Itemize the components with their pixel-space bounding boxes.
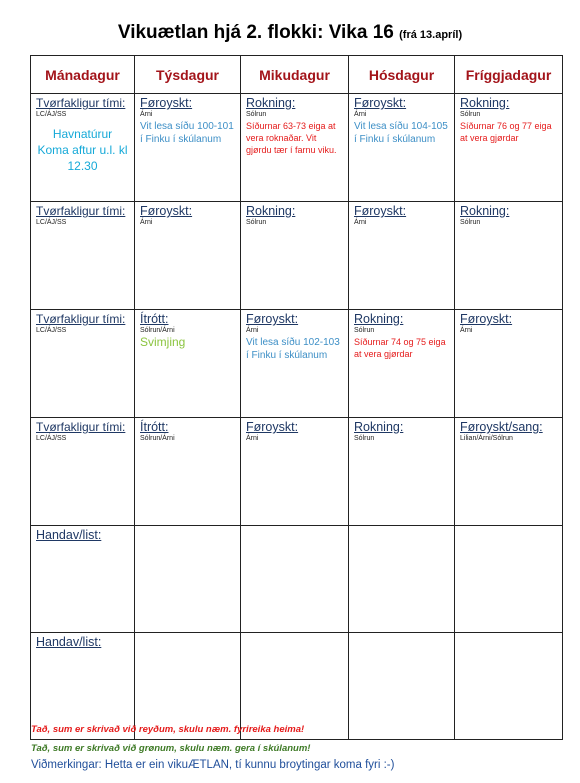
teacher-label: Árni	[246, 435, 259, 442]
subject-label: Føroyskt:	[460, 312, 513, 326]
cell-mon	[31, 94, 135, 202]
subject-label: Rokning:	[354, 420, 404, 434]
schedule-row	[31, 202, 563, 310]
subject-label: Føroyskt:	[140, 204, 193, 218]
teacher-label: Árni	[354, 219, 367, 226]
subject-label: Tvørfakligur tími:	[36, 312, 126, 326]
cell-wed	[241, 310, 349, 418]
teacher-label: Árni	[354, 111, 367, 118]
teacher-label: Sólrun	[460, 219, 481, 226]
cell-wed	[241, 418, 349, 526]
day-header-thu: Hósdagur	[349, 56, 455, 94]
cell-tue	[135, 526, 241, 633]
cell-thu	[349, 526, 455, 633]
cell-note: Síðurnar 76 og 77 eiga at vera gjørdar	[460, 121, 552, 144]
teacher-label: LC/ÁJ/SS	[36, 327, 67, 334]
teacher-label: Sólrun/Árni	[140, 327, 175, 334]
day-header-wed: Mikudagur	[241, 56, 349, 94]
subject-label: Føroyskt:	[354, 204, 407, 218]
cell-thu	[349, 94, 455, 202]
teacher-label: Árni	[140, 111, 153, 118]
cell-wed	[241, 94, 349, 202]
subject-label: Rokning:	[246, 96, 296, 110]
title-sub: (frá 13.apríl)	[399, 29, 463, 41]
schedule-table	[30, 55, 563, 740]
schedule-row	[31, 418, 563, 526]
subject-label: Føroyskt:	[354, 96, 407, 110]
cell-note: Havnatúrur Koma aftur u.l. kl 12.30	[37, 127, 128, 174]
cell-thu	[349, 418, 455, 526]
cell-fri	[455, 202, 563, 310]
subject-label: Føroyskt:	[246, 420, 299, 434]
teacher-label: Sólrun/Árni	[140, 435, 175, 442]
cell-mon	[31, 418, 135, 526]
teacher-label: Sólrun	[460, 111, 481, 118]
subject-label: Føroyskt:	[140, 96, 193, 110]
cell-mon	[31, 310, 135, 418]
page-title	[0, 22, 580, 44]
cell-tue	[135, 202, 241, 310]
cell-tue	[135, 94, 241, 202]
cell-thu	[349, 310, 455, 418]
cell-tue	[135, 310, 241, 418]
teacher-label: Sólrun	[246, 219, 267, 226]
day-header-fri: Fríggjadagur	[455, 56, 563, 94]
cell-note: Vit lesa síðu 102-103 í Finku í skúlanum	[246, 337, 340, 361]
cell-mon	[31, 526, 135, 633]
teacher-label: Árni	[140, 219, 153, 226]
cell-wed	[241, 202, 349, 310]
footer-red-note: Tað, sum er skrivað við reyðum, skulu næm. fyrireika heima!	[31, 724, 305, 735]
teacher-label: Sólrun	[354, 435, 375, 442]
teacher-label: Lilian/Árni/Sólrun	[460, 435, 513, 442]
teacher-label: Árni	[460, 327, 473, 334]
footer-green-note: Tað, sum er skrivað við grønum, skulu næm. gera í skúlanum!	[31, 743, 311, 754]
subject-label: Tvørfakligur tími:	[36, 420, 126, 434]
schedule-row	[31, 526, 563, 633]
cell-tue	[135, 418, 241, 526]
subject-label: Handav/list:	[36, 528, 102, 542]
title-main: Vikuætlan hjá 2. flokki: Vika 16	[117, 22, 394, 43]
cell-fri	[455, 526, 563, 633]
schedule-row	[31, 94, 563, 202]
subject-label: Ítrótt:	[140, 312, 169, 326]
footer-remarks: Viðmerkingar: Hetta er ein vikuÆTLAN, tí kunnu broytingar koma fyri :-)	[31, 759, 395, 771]
cell-note: Síðurnar 63-73 eiga at vera roknaðar. Vit gjørdu tær í farnu viku.	[246, 121, 337, 156]
subject-label: Rokning:	[460, 204, 510, 218]
day-header-row	[31, 56, 563, 94]
subject-label: Rokning:	[246, 204, 296, 218]
subject-label: Ítrótt:	[140, 420, 169, 434]
schedule-row	[31, 310, 563, 418]
subject-label: Føroyskt:	[246, 312, 299, 326]
day-header-mon: Mánadagur	[31, 56, 135, 94]
teacher-label: Árni	[246, 327, 259, 334]
cell-mon	[31, 202, 135, 310]
subject-label: Handav/list:	[36, 635, 102, 649]
cell-note: Síðurnar 74 og 75 eiga at vera gjørdar	[354, 337, 446, 360]
cell-thu	[349, 202, 455, 310]
cell-fri	[455, 418, 563, 526]
subject-label: Rokning:	[460, 96, 510, 110]
teacher-label: LC/ÁJ/SS	[36, 219, 67, 226]
day-header-tue: Týsdagur	[135, 56, 241, 94]
cell-wed	[241, 526, 349, 633]
subject-label: Føroyskt/sang:	[460, 420, 543, 434]
subject-label: Tvørfakligur tími:	[36, 204, 126, 218]
cell-note: Svimjing	[140, 335, 186, 349]
teacher-label: LC/ÁJ/SS	[36, 435, 67, 442]
teacher-label: Sólrun	[354, 327, 375, 334]
cell-fri	[455, 310, 563, 418]
cell-note: Vit lesa síðu 100-101 í Finku í skúlanum	[140, 121, 234, 145]
cell-note: Vit lesa síðu 104-105 í Finku í skúlanum	[354, 121, 448, 145]
teacher-label: Sólrun	[246, 111, 267, 118]
cell-fri	[455, 94, 563, 202]
teacher-label: LC/ÁJ/SS	[36, 111, 67, 118]
subject-label: Rokning:	[354, 312, 404, 326]
subject-label: Tvørfakligur tími:	[36, 96, 126, 110]
